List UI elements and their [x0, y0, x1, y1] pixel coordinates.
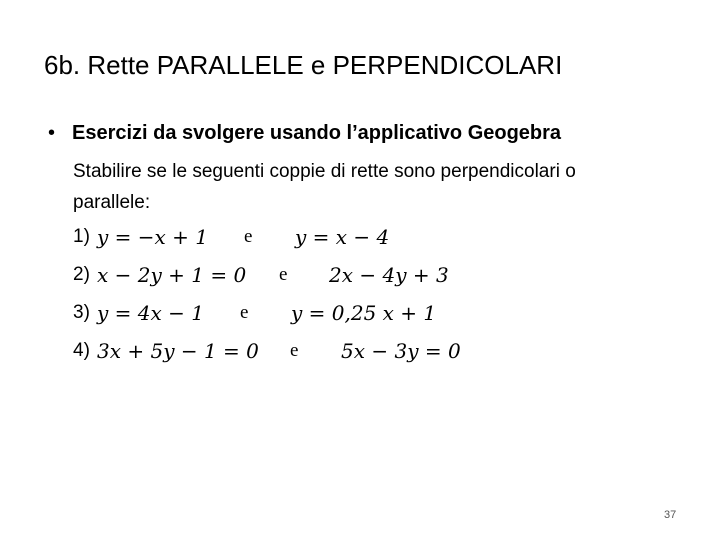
exercise-row-3 [73, 294, 633, 332]
equation-first: x − 2y + 1 = 0 [97, 263, 247, 287]
page-number: 37 [664, 509, 677, 521]
conjunction: e [279, 264, 288, 285]
exercise-row-1 [73, 218, 633, 256]
equation-second: 5x − 3y = 0 [341, 339, 461, 363]
equation-first: 3x + 5y − 1 = 0 [97, 339, 259, 363]
slide-title: 6b. Rette PARALLELE e PERPENDICOLARI [44, 50, 563, 80]
instruction-line-2: parallele: [73, 192, 151, 213]
bullet-item [48, 122, 561, 145]
exercise-number: 2) [73, 264, 90, 285]
bullet-heading: Esercizi da svolgere usando l’applicativo Geogebra [72, 122, 562, 144]
conjunction: e [290, 340, 299, 361]
exercise-row-4 [73, 332, 633, 370]
exercise-row-2 [73, 256, 633, 294]
exercise-number: 4) [73, 340, 90, 361]
instruction-line-1: Stabilire se le seguenti coppie di rette sono perpendicolari o [73, 161, 576, 182]
equation-second: 2x − 4y + 3 [329, 263, 449, 287]
equation-second: y = x − 4 [295, 225, 390, 249]
equation-second: y = 0,25 x + 1 [291, 301, 437, 325]
exercise-number: 1) [73, 226, 90, 247]
exercise-block [73, 156, 633, 370]
exercise-number: 3) [73, 302, 90, 323]
equation-first: y = −x + 1 [97, 225, 209, 249]
bullet-dot: • [48, 122, 56, 144]
conjunction: e [240, 302, 249, 323]
equation-first: y = 4x − 1 [97, 301, 204, 325]
conjunction: e [244, 226, 253, 247]
